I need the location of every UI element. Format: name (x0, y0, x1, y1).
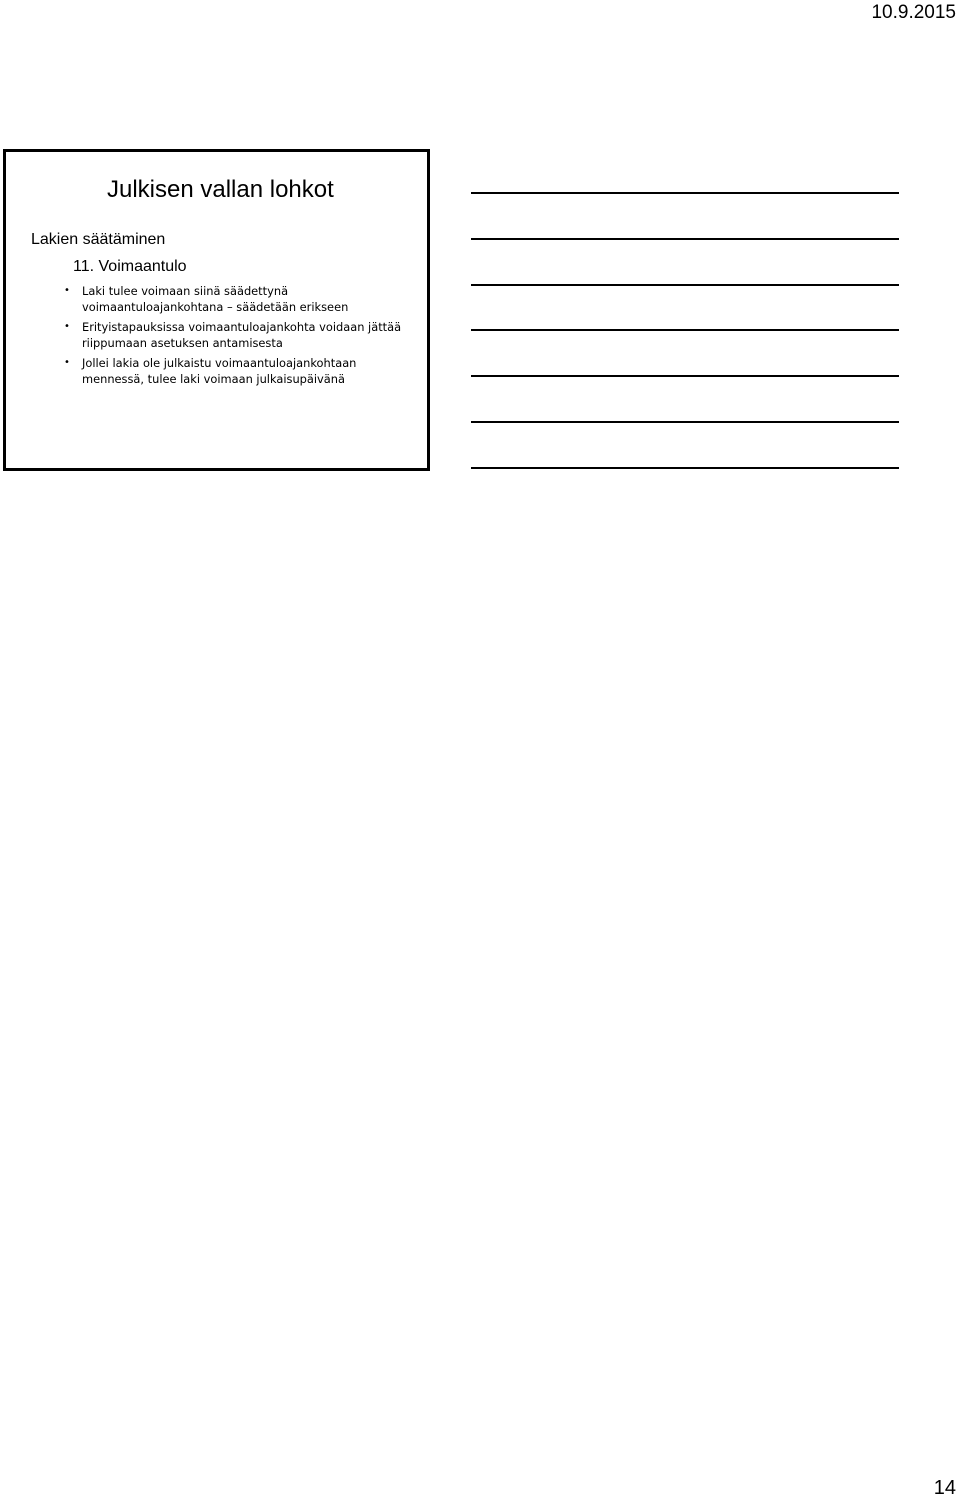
page-date: 10.9.2015 (871, 2, 956, 23)
bullet-text-line: mennessä, tulee laki voimaan julkaisupäivänä (82, 372, 345, 386)
bullet-text-line: voimaantuloajankohtana – säädetään erikseen (82, 300, 349, 314)
note-line (471, 375, 899, 377)
page-number: 14 (933, 1477, 956, 1499)
note-line (471, 284, 899, 286)
bullet-text-line: Laki tulee voimaan siinä säädettynä (82, 284, 289, 298)
note-line (471, 192, 899, 194)
slide-thumbnail (3, 149, 430, 471)
bullet-icon: • (64, 357, 70, 368)
note-line (471, 467, 899, 469)
bullet-icon: • (64, 285, 70, 296)
bullet-icon: • (64, 321, 70, 332)
section-heading: Lakien säätäminen (31, 231, 166, 248)
slide-title: Julkisen vallan lohkot (107, 176, 334, 203)
subsection-heading: 11. Voimaantulo (73, 258, 187, 275)
bullet-list (64, 283, 424, 391)
bullet-text-line: Jollei lakia ole julkaistu voimaantuloajankohtaan (82, 356, 357, 370)
note-line (471, 329, 899, 331)
bullet-item (64, 355, 424, 387)
bullet-item (64, 283, 424, 315)
note-line (471, 238, 899, 240)
bullet-text-line: riippumaan asetuksen antamisesta (82, 336, 283, 350)
note-line (471, 421, 899, 423)
bullet-item (64, 319, 424, 351)
bullet-text-line: Erityistapauksissa voimaantuloajankohta voidaan jättää (82, 320, 402, 334)
